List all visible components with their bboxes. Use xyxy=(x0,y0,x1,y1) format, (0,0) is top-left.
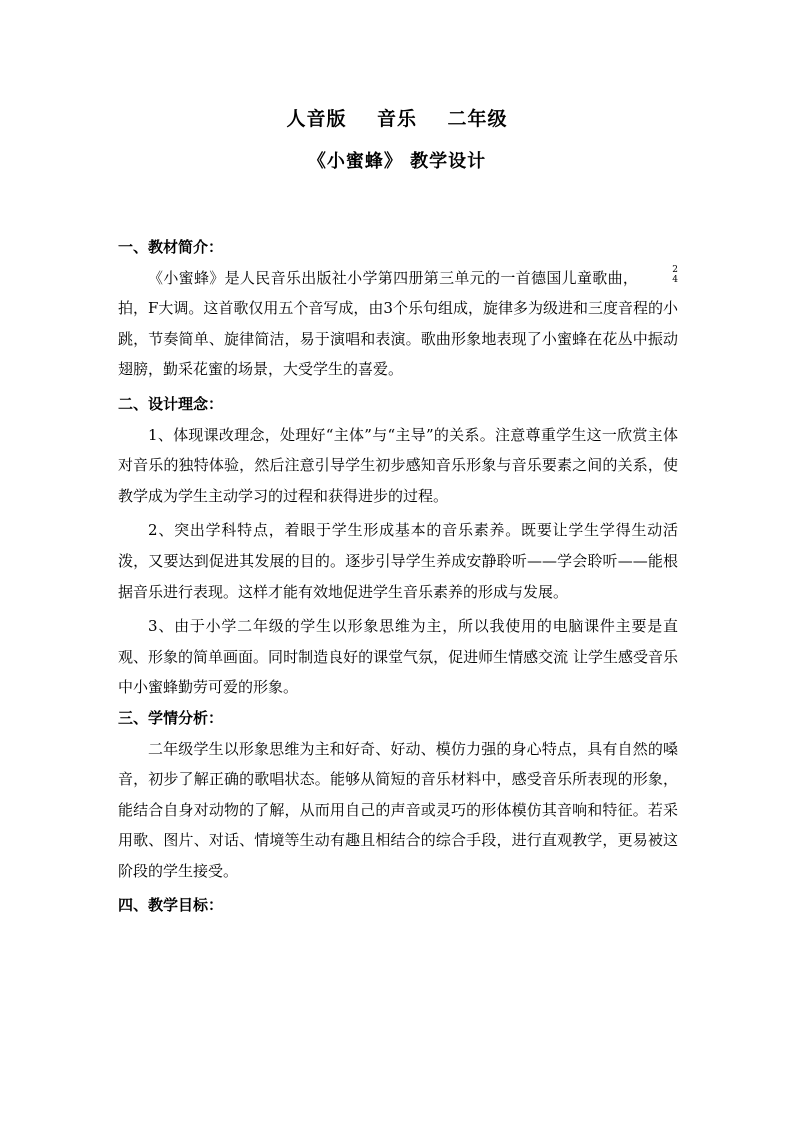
time-signature-denominator: 4 xyxy=(672,274,678,285)
time-signature-numerator: 2 xyxy=(672,264,678,275)
section-heading-design-concept: 二、设计理念： xyxy=(118,394,224,413)
design-concept-point-2: 2、突出学科特点，着眼于学生形成基本的音乐素养。既要让学生学得生动活泼，又要达到促进其发展的目的。逐步引导学生养成安静聆听——学会聆听——能根据音乐进行表现。这样才能有效地促进学生音乐素养的形成与发展。 xyxy=(118,521,678,601)
student-analysis-paragraph: 二年级学生以形象思维为主和好奇、好动、模仿力强的身心特点，具有自然的嗓音，初步了解正确的歌唱状态。能够从简短的音乐材料中，感受音乐所表现的形象，能结合自身对动物的了解，从而用自己的声音或灵巧的形体模仿其音响和特征。若采用歌、图片、对话、情境等生动有趣且相结合的综合手段，进行直观教学，更易被这阶段的学生接受。 xyxy=(118,739,678,880)
materials-text: 《小蜜蜂》是人民音乐出版社小学第四册第三单元的一首德国儿童歌曲， xyxy=(148,268,639,287)
document-body xyxy=(118,232,678,921)
section-heading-teaching-goals: 四、教学目标： xyxy=(118,896,224,915)
design-concept-point-3: 3、由于小学二年级的学生以形象思维为主，所以我使用的电脑课件主要是直观、形象的简单画面。同时制造良好的课堂气氛，促进师生情感交流 让学生感受音乐中小蜜蜂勤劳可爱的形象。 xyxy=(118,617,678,697)
time-signature xyxy=(642,265,678,285)
materials-paragraph xyxy=(118,263,678,385)
document-subtitle: 《小蜜蜂》 教学设计 xyxy=(307,151,487,172)
materials-text-continued: 拍，F大调。这首歌仅用五个音写成，由3个乐句组成，旋律多为级进和三度音程的小跳，节奏简单、旋律简洁，易于演唱和表演。歌曲形象地表现了小蜜蜂在花丛中振动翅膀，勤采花蜜的场景，大受学生的喜爱。 xyxy=(118,299,678,379)
document-title: 人音版 音乐 二年级 xyxy=(286,108,508,130)
design-concept-point-1: 1、体现课改理念，处理好“主体”与“主导”的关系。注意尊重学生这一欣赏主体对音乐的独特体验，然后注意引导学生初步感知音乐形象与音乐要素之间的关系，使教学成为学生主动学习的过程和获得进步的过程。 xyxy=(118,425,678,505)
section-heading-student-analysis: 三、学情分析： xyxy=(118,708,224,727)
section-heading-materials: 一、教材简介： xyxy=(118,238,224,256)
